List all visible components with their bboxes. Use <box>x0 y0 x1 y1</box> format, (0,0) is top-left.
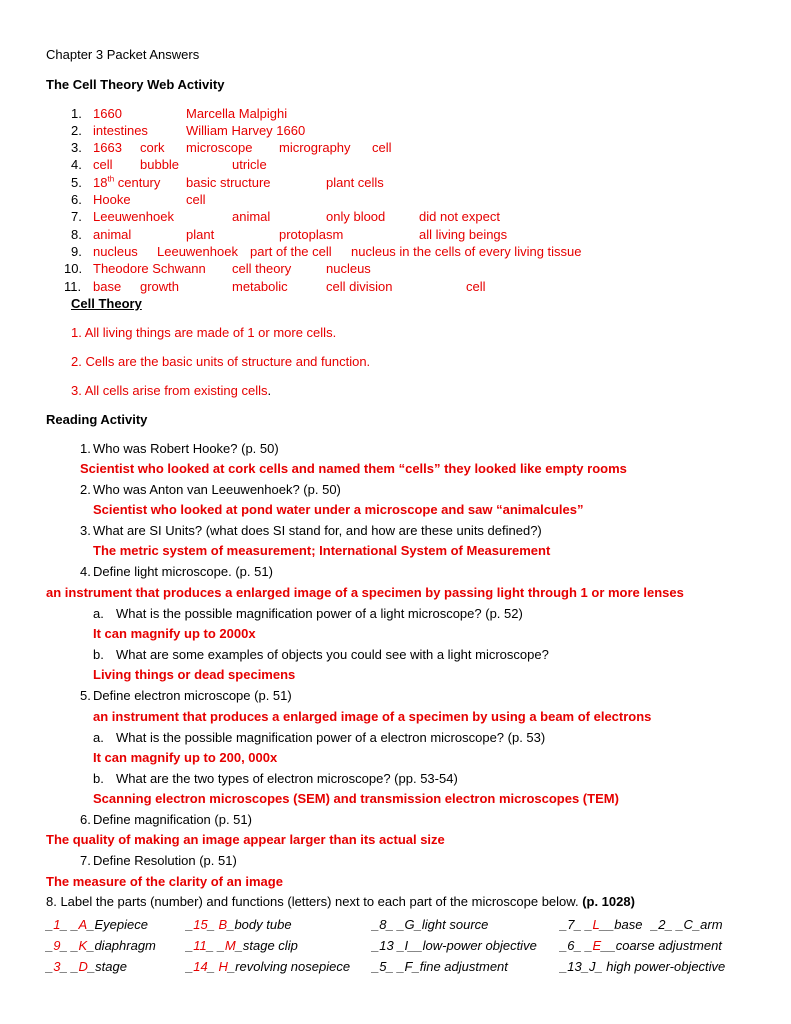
part-item: _8_ _G_light source <box>372 917 489 932</box>
part-number: 13 <box>567 959 582 974</box>
part-number: 9 <box>53 938 61 953</box>
answer <box>93 175 160 191</box>
list-number: 6. <box>71 192 82 207</box>
answer: 1663 <box>93 140 122 155</box>
answer: 1660 <box>93 106 122 121</box>
answer: cell <box>372 140 392 155</box>
question-number: 6. <box>80 812 91 827</box>
reading-heading: Reading Activity <box>46 412 148 427</box>
part-letter: H <box>218 959 228 974</box>
part-name: arm <box>700 917 723 932</box>
part-letter: M <box>224 938 236 953</box>
part-item: _11_ _M_stage clip <box>186 938 298 953</box>
part-item: _14_ H_revolving nosepiece <box>186 959 351 974</box>
answer: an instrument that produces a enlarged image of a specimen by using a beam of electrons <box>93 709 652 724</box>
answer: The metric system of measurement; International System of Measurement <box>93 543 551 558</box>
answer: cell division <box>326 279 393 294</box>
part-number: 6 <box>567 938 575 953</box>
question: What are SI Units? (what does SI stand for, and how are these units defined?) <box>93 523 542 538</box>
question-number: 1. <box>80 441 91 456</box>
question: Define magnification (p. 51) <box>93 812 252 827</box>
superscript: th <box>107 174 115 184</box>
part-letter: G <box>404 917 415 932</box>
part-letter: J <box>588 959 596 974</box>
cell-theory-text: 3. All cells arise from existing cells <box>71 383 268 398</box>
part-item: _7_ _L__base <box>560 917 643 932</box>
part-letter: B <box>218 917 228 932</box>
part-item: _3_ _D_stage <box>46 959 127 974</box>
answer: animal <box>93 227 132 242</box>
part-name: base <box>614 917 643 932</box>
part-letter: L <box>592 917 600 932</box>
answer: plant <box>186 227 215 242</box>
sub-question: What is the possible magnification power of a electron microscope? (p. 53) <box>116 730 546 745</box>
answer: The measure of the clarity of an image <box>46 874 283 889</box>
part-item: _1_ _A_Eyepiece <box>46 917 148 932</box>
period: . <box>267 383 272 398</box>
part-item: _13_J_ high power-objective <box>560 959 726 974</box>
list-number: 8. <box>71 227 82 242</box>
answer: Leeuwenhoek <box>157 244 238 259</box>
answer: an instrument that produces a enlarged image of a specimen by passing light through 1 or more lenses <box>46 585 684 600</box>
sub-question: What are some examples of objects you could see with a light microscope? <box>116 647 549 662</box>
answer: nucleus <box>93 244 138 259</box>
question-number: 7. <box>80 853 91 868</box>
label-page: (p. 1028) <box>582 894 635 909</box>
answer: The quality of making an image appear larger than its actual size <box>46 832 445 847</box>
list-number: 5. <box>71 175 82 190</box>
part-letter: D <box>78 959 88 974</box>
answer: It can magnify up to 200, 000x <box>93 750 278 765</box>
sub-question-letter: a. <box>93 730 104 745</box>
part-letter: E <box>592 938 602 953</box>
sub-question: What is the possible magnification power of a light microscope? (p. 52) <box>116 606 523 621</box>
part-name: Eyepiece <box>94 917 148 932</box>
answer: Scientist who looked at cork cells and named them “cells” they looked like empty rooms <box>80 461 627 476</box>
sub-question-letter: b. <box>93 647 104 662</box>
answer: cell <box>466 279 486 294</box>
list-number: 2. <box>71 123 82 138</box>
part-number: 13 <box>379 938 394 953</box>
part-item: _6_ _E__coarse adjustment <box>560 938 722 953</box>
answer: Leeuwenhoek <box>93 209 174 224</box>
label-prompt <box>46 894 635 910</box>
part-item: _9_ _K_diaphragm <box>46 938 156 953</box>
part-name: diaphragm <box>94 938 156 953</box>
answer: part of the cell <box>250 244 332 259</box>
label-prompt-text: 8. Label the parts (number) and functions (letters) next to each part of the microscope below. <box>46 894 579 909</box>
answer: protoplasm <box>279 227 344 242</box>
part-number: 5 <box>379 959 387 974</box>
part-item: _15_ B_body tube <box>186 917 292 932</box>
answer-number: 18 <box>93 175 108 190</box>
sub-question-letter: b. <box>93 771 104 786</box>
answer: Marcella Malpighi <box>186 106 288 121</box>
cell-theory-heading: Cell Theory <box>71 296 142 311</box>
part-name: body tube <box>234 917 292 932</box>
part-item: _2_ _C_arm <box>651 917 723 932</box>
cell-theory-point <box>71 383 271 399</box>
question-number: 3. <box>80 523 91 538</box>
answer: basic structure <box>186 175 271 190</box>
part-name: high power-objective <box>606 959 726 974</box>
list-number: 9. <box>71 244 82 259</box>
answer: cork <box>140 140 165 155</box>
question-number: 2. <box>80 482 91 497</box>
question: Define Resolution (p. 51) <box>93 853 237 868</box>
answer: only blood <box>326 209 386 224</box>
answer: Living things or dead specimens <box>93 667 296 682</box>
part-name: low-power objective <box>422 938 537 953</box>
part-letter: F <box>404 959 413 974</box>
answer: plant cells <box>326 175 384 190</box>
list-number: 4. <box>71 157 82 172</box>
cell-theory-point: 1. All living things are made of 1 or more cells. <box>71 325 337 340</box>
part-letter: A <box>78 917 88 932</box>
list-number: 7. <box>71 209 82 224</box>
part-number: 7 <box>567 917 575 932</box>
answer: Theodore Schwann <box>93 261 206 276</box>
cell-theory-point: 2. Cells are the basic units of structure and function. <box>71 354 371 369</box>
list-number: 11. <box>64 279 82 294</box>
answer: utricle <box>232 157 267 172</box>
answer: base <box>93 279 122 294</box>
web-activity-heading: The Cell Theory Web Activity <box>46 77 225 92</box>
answer: cell theory <box>232 261 292 276</box>
answer: bubble <box>140 157 180 172</box>
question: Define light microscope. (p. 51) <box>93 564 273 579</box>
part-item: _5_ _F_fine adjustment <box>372 959 508 974</box>
list-number: 1. <box>71 106 82 121</box>
answer: Scientist who looked at pond water under a microscope and saw “animalcules” <box>93 502 584 517</box>
answer: cell <box>93 157 113 172</box>
part-name: stage <box>95 959 127 974</box>
answer: metabolic <box>232 279 288 294</box>
answer: all living beings <box>419 227 508 242</box>
part-name: revolving nosepiece <box>235 959 351 974</box>
answer: did not expect <box>419 209 500 224</box>
list-number: 3. <box>71 140 82 155</box>
sub-question-letter: a. <box>93 606 104 621</box>
answer: William Harvey 1660 <box>186 123 306 138</box>
answer: microscope <box>186 140 253 155</box>
answer: animal <box>232 209 271 224</box>
answer: Scanning electron microscopes (SEM) and transmission electron microscopes (TEM) <box>93 791 619 806</box>
question: Who was Robert Hooke? (p. 50) <box>93 441 279 456</box>
answer: nucleus <box>326 261 371 276</box>
part-letter: I <box>404 938 409 953</box>
part-number: 14 <box>193 959 208 974</box>
part-name: coarse adjustment <box>615 938 722 953</box>
answer: cell <box>186 192 206 207</box>
part-number: 11 <box>193 938 207 953</box>
answer: growth <box>140 279 180 294</box>
part-item: _13 _I__low-power objective <box>372 938 537 953</box>
page-title: Chapter 3 Packet Answers <box>46 47 200 62</box>
question: Who was Anton van Leeuwenhoek? (p. 50) <box>93 482 341 497</box>
part-letter: K <box>78 938 88 953</box>
part-number: 1 <box>53 917 61 932</box>
part-number: 15 <box>193 917 208 932</box>
answer: micrography <box>279 140 351 155</box>
part-letter: C <box>683 917 693 932</box>
part-number: 2 <box>658 917 666 932</box>
part-name: fine adjustment <box>419 959 508 974</box>
part-number: 3 <box>53 959 61 974</box>
question-number: 4. <box>80 564 91 579</box>
answer: nucleus in the cells of every living tissue <box>351 244 582 259</box>
answer: It can magnify up to 2000x <box>93 626 256 641</box>
answer: Hooke <box>93 192 131 207</box>
part-name: stage clip <box>242 938 298 953</box>
list-number: 10. <box>64 261 83 276</box>
sub-question: What are the two types of electron microscope? (pp. 53-54) <box>116 771 458 786</box>
question: Define electron microscope (p. 51) <box>93 688 292 703</box>
answer: intestines <box>93 123 148 138</box>
part-number: 8 <box>379 917 387 932</box>
part-name: light source <box>421 917 489 932</box>
answer-word: century <box>114 175 161 190</box>
question-number: 5. <box>80 688 91 703</box>
